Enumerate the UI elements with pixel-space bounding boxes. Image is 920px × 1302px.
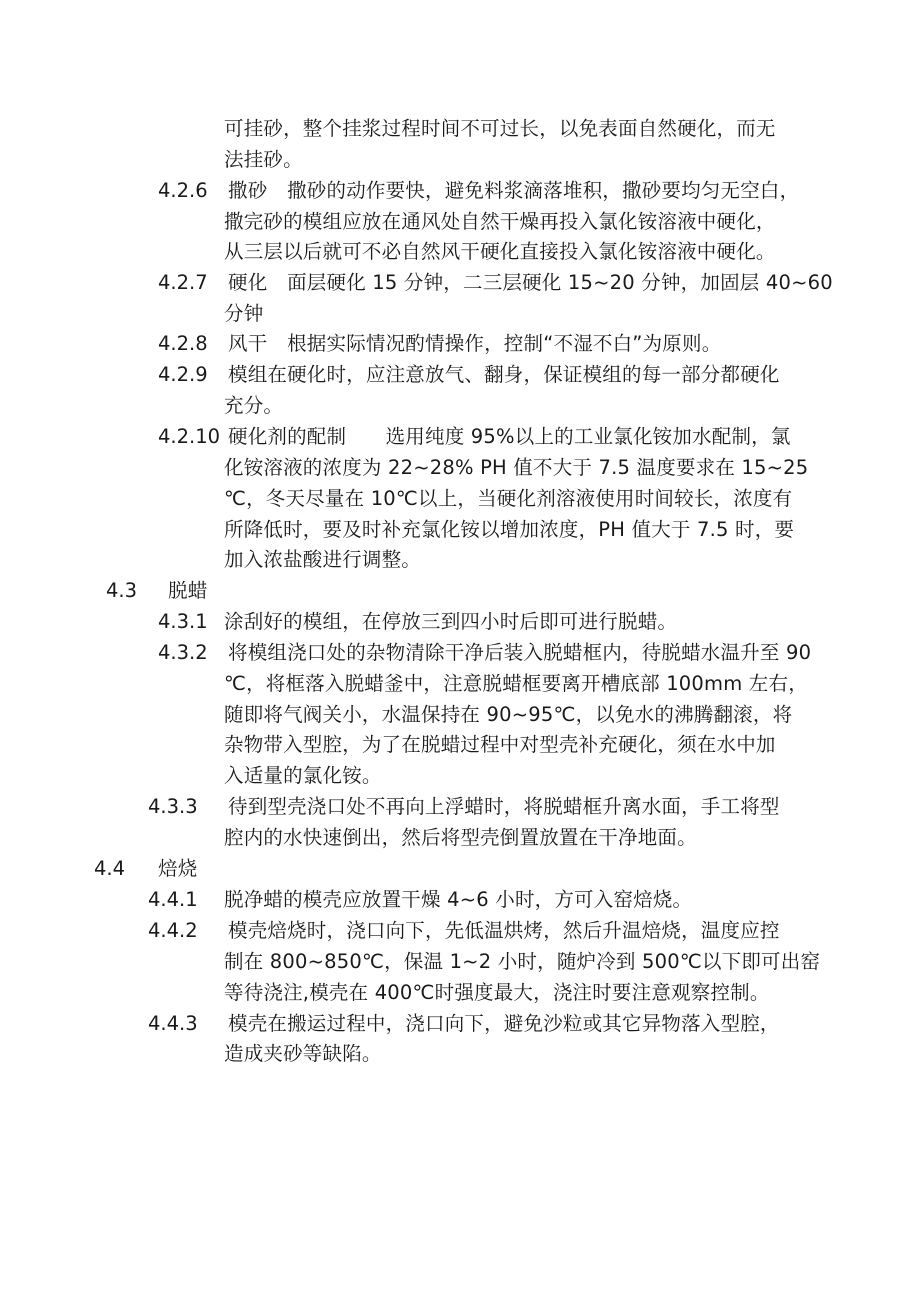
section-number: 4.3.1 bbox=[158, 610, 208, 633]
section-number: 4.3.3 bbox=[148, 795, 198, 818]
text-line: 将模组浇口处的杂物清除干净后装入脱蜡框内，待脱蜡水温升至 90 bbox=[228, 641, 812, 664]
text-line: 充分。 bbox=[224, 394, 284, 417]
text-line: 分钟 bbox=[224, 302, 264, 325]
section-number: 4.2.10 bbox=[158, 425, 221, 448]
text-line: 所降低时，要及时补充氯化铵以增加浓度，PH 值大于 7.5 时，要 bbox=[224, 518, 795, 541]
section-number: 4.4.3 bbox=[148, 1012, 198, 1035]
section-number: 4.3 bbox=[106, 579, 138, 602]
section-number: 4.4.2 bbox=[148, 919, 198, 942]
text-line: 撒砂 撒砂的动作要快，避免料浆滴落堆积，撒砂要均匀无空白， bbox=[228, 179, 800, 202]
text-line: 模壳焙烧时，浇口向下，先低温烘烤，然后升温焙烧，温度应控 bbox=[228, 919, 780, 942]
text-line: ℃，将框落入脱蜡釜中，注意脱蜡框要离开槽底部 100mm 左右， bbox=[224, 672, 808, 695]
text-line: 造成夹砂等缺陷。 bbox=[224, 1042, 382, 1065]
section-number: 4.2.7 bbox=[158, 271, 208, 294]
text-line: 腔内的水快速倒出，然后将型壳倒置放置在干净地面。 bbox=[224, 826, 697, 849]
text-line: 法挂砂。 bbox=[224, 148, 303, 171]
text-line: 等待浇注,模壳在 400℃时强度最大，浇注时要注意观察控制。 bbox=[224, 981, 770, 1004]
text-line: 待到型壳浇口处不再向上浮蜡时，将脱蜡框升离水面，手工将型 bbox=[228, 795, 780, 818]
section-number: 4.4 bbox=[94, 857, 126, 880]
text-line: 模壳在搬运过程中，浇口向下，避免沙粒或其它异物落入型腔， bbox=[228, 1012, 780, 1035]
section-number: 4.2.9 bbox=[158, 363, 208, 386]
text-line: 撒完砂的模组应放在通风处自然干燥再投入氯化铵溶液中硬化， bbox=[224, 210, 776, 233]
text-line: 加入浓盐酸进行调整。 bbox=[224, 548, 422, 571]
section-heading: 脱蜡 bbox=[168, 579, 208, 602]
text-line: 可挂砂，整个挂浆过程时间不可过长，以免表面自然硬化，而无 bbox=[224, 117, 776, 140]
section-number: 4.2.8 bbox=[158, 332, 208, 355]
text-line: 涂刮好的模组，在停放三到四小时后即可进行脱蜡。 bbox=[224, 610, 678, 633]
text-line: 从三层以后就可不必自然风干硬化直接投入氯化铵溶液中硬化。 bbox=[224, 240, 776, 263]
text-line: 制在 800~850℃，保温 1~2 小时，随炉冷到 500℃以下即可出窑 bbox=[224, 950, 821, 973]
text-line: 硬化剂的配制 选用纯度 95%以上的工业氯化铵加水配制，氯 bbox=[228, 425, 791, 448]
text-line: ℃，冬天尽量在 10℃以上，当硬化剂溶液使用时间较长，浓度有 bbox=[224, 487, 793, 510]
section-number: 4.2.6 bbox=[158, 179, 208, 202]
text-line: 脱净蜡的模壳应放置干燥 4~6 小时，方可入窑焙烧。 bbox=[224, 888, 693, 911]
text-line: 随即将气阀关小，水温保持在 90~95℃，以免水的沸腾翻滚，将 bbox=[224, 703, 793, 726]
section-number: 4.4.1 bbox=[148, 888, 198, 911]
section-number: 4.3.2 bbox=[158, 641, 208, 664]
text-line: 硬化 面层硬化 15 分钟，二三层硬化 15~20 分钟，加固层 40~60 bbox=[228, 271, 833, 294]
text-line: 化铵溶液的浓度为 22~28% PH 值不大于 7.5 温度要求在 15~25 bbox=[224, 456, 809, 479]
text-line: 杂物带入型腔，为了在脱蜡过程中对型壳补充硬化，须在水中加 bbox=[224, 733, 776, 756]
text-line: 模组在硬化时，应注意放气、翻身，保证模组的每一部分都硬化 bbox=[228, 363, 780, 386]
section-heading: 焙烧 bbox=[158, 857, 198, 880]
text-line: 入适量的氯化铵。 bbox=[224, 764, 382, 787]
text-line: 风干 根据实际情况酌情操作，控制“不湿不白”为原则。 bbox=[228, 332, 722, 355]
